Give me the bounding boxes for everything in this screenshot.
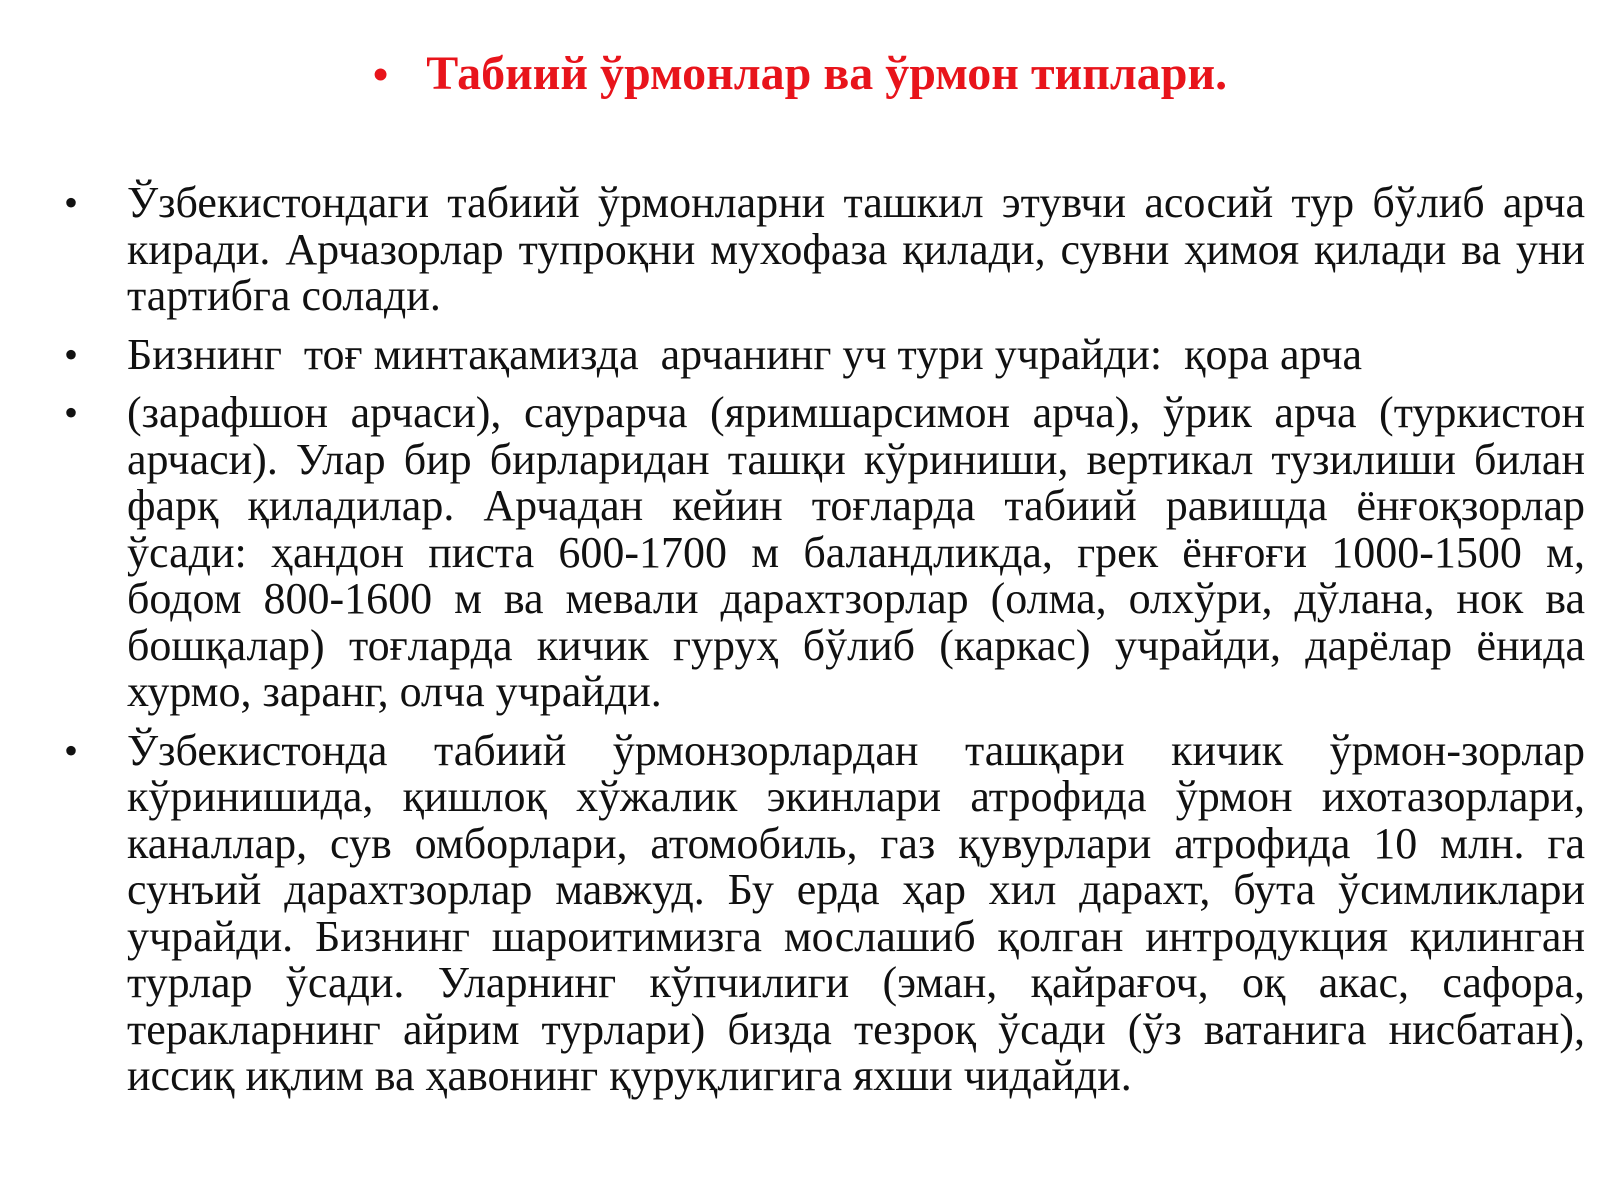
title-bullet: • — [372, 50, 389, 99]
bullet-marker: • — [64, 727, 79, 773]
bullet-marker: • — [64, 331, 79, 377]
list-item — [60, 390, 1585, 716]
list-item-text: Бизнинг тоғ минтақамизда арчанинг уч тури учрайди: қора арча — [127, 329, 1363, 379]
bullet-list — [60, 180, 1585, 1112]
list-item-text: Ўзбекистонда табиий ўрмонзорлардан ташқари кичик ўрмон-зорлар кўринишида, қишлоқ хўжалик экинлари атрофида ўрмон ихотазорлари, каналлар, сув омборлари, атомобиль, газ қувурлари атрофида 10 млн. га сунъий дарахтзорлар мавжуд. Бу ерда ҳар хил дарахт, бута ўсимликлари учрайди. Бизнинг шароитимизга мослашиб қолган интродукция қилинган турлар ўсади. Уларнинг кўпчилиги (эман, қайрағоч, оқ акас, сафора, теракларнинг айрим турлари) бизда тезроқ ўсади (ўз ватанига нисбатан), иссиқ иқлим ва ҳавонинг қуруқлигига яхши чидайди. — [127, 725, 1585, 1100]
list-item-text: (зарафшон арчаси), саурарча (яримшарсимон арча), ўрик арча (туркистон арчаси). Улар бир бирларидан ташқи кўриниши, вертикал тузилиши билан фарқ қиладилар. Арчадан кейин тоғларда табиий равишда ёнғоқзорлар ўсади: ҳандон писта 600-1700 м баландликда, грек ёнғоғи 1000-1500 м, бодом 800-1600 м ва мевали дарахтзорлар (олма, олхўри, дўлана, нок ва бошқалар) тоғларда кичик гуруҳ бўлиб (каркас) учрайди, дарёлар ёнида хурмо, заранг, олча учрайди. — [127, 388, 1585, 716]
bullet-marker: • — [64, 180, 79, 225]
slide-title-row — [0, 46, 1600, 101]
slide-title: Табиий ўрмонлар ва ўрмон типлари. — [426, 47, 1228, 100]
bullet-marker: • — [64, 390, 79, 435]
list-item-text: Ўзбекистондаги табиий ўрмонларни ташкил этувчи асосий тур бўлиб арча киради. Арчазорлар тупроқни мухофаза қилади, сувни ҳимоя қилади ва уни тартибга солади. — [127, 178, 1585, 320]
list-item — [60, 725, 1585, 1100]
list-item — [60, 180, 1585, 320]
list-item — [60, 329, 1585, 379]
